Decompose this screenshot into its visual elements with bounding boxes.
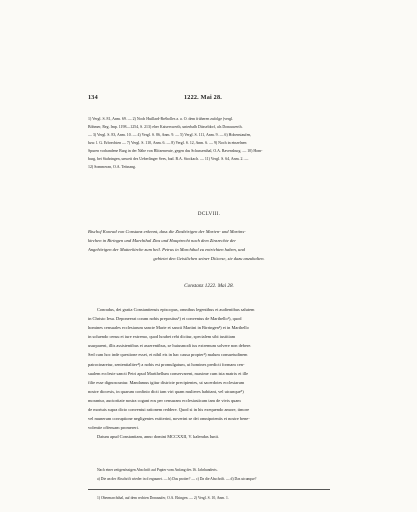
footnote-rule: [88, 489, 330, 490]
body-line: filie esse dignoscuntur. Mandamus igitur districte precipientes, ut sacerdotes ecclesiarum: [88, 379, 245, 385]
body-line: in Christo Iesu. Deponeerat coram nobis prepositus¹) et conventus de Marthello¹), quod: [88, 316, 242, 322]
page-header: [88, 94, 330, 104]
footnote-line: bzw. l. G. Erbrechten — 7) Vergl. S. 110, Anm. 6. — 8) Vergl. S. 12, Anm. 6. — 9) Noch in einzelnen: [88, 141, 247, 146]
summary-line: Bischof Konrad von Constanz erkennt, dass die Zinsbörigen der Marien- und Martins-: [88, 229, 246, 234]
footnote-line: Spuren vorhandene Burg in der Nähe von Blitzenreute, gegen das Schussenthal, O.A. Ravensburg. — 10) Hom-: [88, 149, 263, 154]
body-line: homines censuales ecclesiarum sancte Marie et sancti Martini in Birringen²) et in Marthello: [88, 325, 249, 331]
footnote-line: burg, bei Stahringen, unweit des Ueberlinger Sees, bad. B.A. Stockach. — 11) Vergl. S. 64, Anm. 2. —: [88, 157, 249, 162]
charter-text: [88, 305, 330, 441]
body-line: patrocinaretur, sententialiter⁴) a nobis est promulgatum, ut homines predicti formam cen-: [88, 361, 245, 367]
previous-footnotes: [88, 115, 330, 171]
body-line: in soluendo censu et iure extremo, quod houbet reht dicitur, specialem sibi iustitiam: [88, 334, 236, 340]
document-summary: [88, 227, 330, 263]
body-line: vel munerum corruptione negligentes extiterint, noverint se dei omnipotentis et nostre bene-: [88, 416, 250, 422]
running-title: 1222. Mai 28.: [184, 94, 223, 101]
summary-line: kirchen in Biringen und Marchthal Zins und Hauptrecht nach dem Zinsrechte der: [88, 238, 236, 244]
body-line: Conradus, dei gratia Constantiensis episcopus, omnibus legentibus et audientibus salutem: [97, 307, 255, 312]
body-line: de mortuis supra dicto conventui rationem reddere. Quod si in his exequendo amore, timore: [88, 407, 250, 413]
body-line: Sed cum hoc inde questione esset, et nihil eis in hac causa propter³) malum consuetudinem: [88, 352, 248, 358]
body-line: sualem ecclesie sancti Petri apud Martthellum conservarent, maxime cum ista matrix et ille: [88, 370, 249, 376]
page-number: 134: [88, 94, 98, 101]
document-number: DCLVIII.: [197, 211, 221, 217]
source-notes: [88, 466, 330, 483]
summary-line: gebietet den Geistlichen seiner Diöcese, sie dazu anzuhalten.: [153, 256, 265, 262]
place-date: Constanz 1222. Mai 28.: [184, 283, 234, 289]
body-line: morantur, auctoritate nostra cogant eos per censuram ecclesiasticam tam de vivis quam: [88, 397, 241, 403]
summary-line: Angehörigen der Mutterkirche zum heil. Petrus in Marchthal zu entrichten haben, und: [88, 247, 245, 253]
body-line: usurparent, illis assistentibus et asserentibus, se huiusmodi ius extremum solvere non debere.: [88, 343, 252, 349]
footnote-line: 12) Sommeran, O.A. Tettnang.: [88, 165, 136, 170]
footnote-line: 1) Obermarchthal, auf dem rechten Donauufer, O.A. Ehingen. — 2) Vergl. S. 10, Anm. 1.: [97, 496, 229, 500]
body-line: Datum apud Constantiam, anno domini MCCXXII, V. kalendas Iunii.: [97, 434, 220, 440]
source-note: Nach einer zeitgenössigen Abschrift auf Papier vom Anfang des 16. Jahrhunderts.: [97, 468, 218, 472]
footnote-line: 1) Vergl. S. 81, Anm. 69. — 2) Noch Huillard-Bréholles a. a. O. dem früheren zufolge (vergl.: [88, 117, 234, 121]
footnote-line: Böhmer, Reg. Imp. 1198—1254, S. 213) eher Kaiserswerth, unterhalb Düsseldorf, als Donauwerth.: [88, 125, 243, 130]
body-line: volentie offensam promereri.: [88, 425, 140, 431]
page-footnotes: [88, 494, 330, 503]
textual-note: a) Die an der Abschrift wieder in d ergaunet. — b) Das protter? — c) Da die Abschrift. — d) Das utcunque?: [97, 476, 257, 481]
body-line: nostre diocesis, in quarum confinio dicti iam viri quam mulieres habitant, vel utcunque⁵): [88, 388, 244, 394]
footnote-line: — 3) Vergl. S. 83, Anm. 10. — 4) Vergl. S. 86, Anm. 9. — 5) Vergl. S. 111, Anm. 9. — 6) Hohenstaufen,: [88, 133, 252, 138]
